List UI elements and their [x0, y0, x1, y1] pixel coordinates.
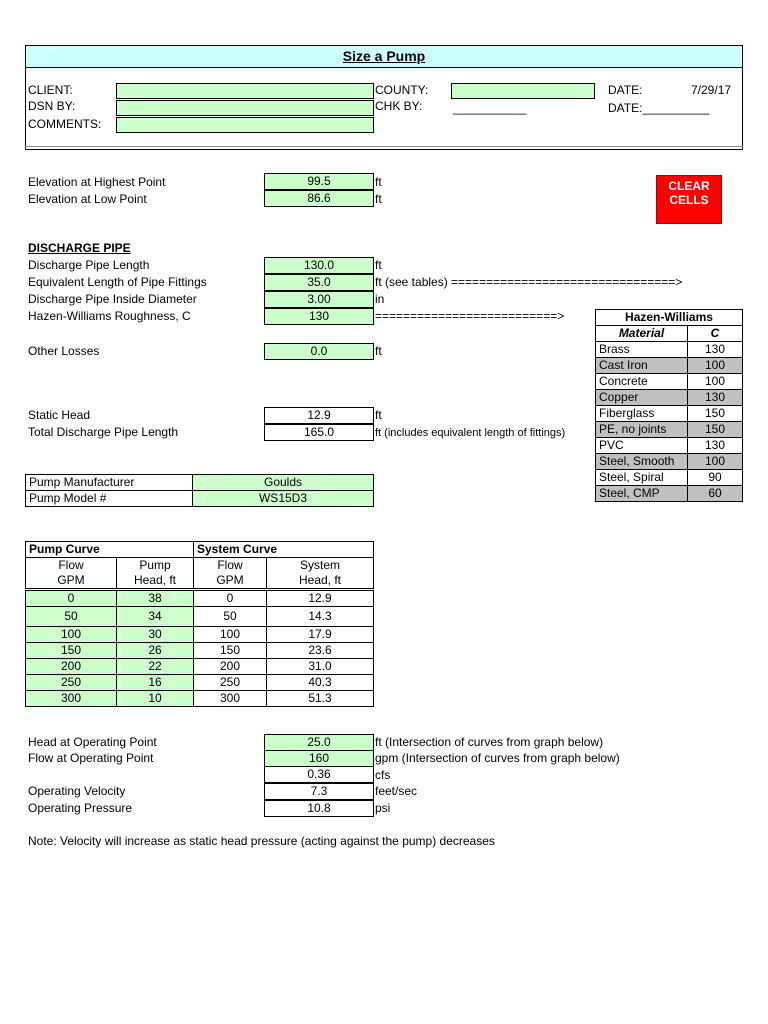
table-row — [26, 643, 374, 659]
fittings-input[interactable]: 35.0 — [264, 274, 374, 291]
table-row — [26, 607, 374, 627]
pump-curve-heading: Pump Curve — [26, 542, 194, 558]
pump-info-table — [25, 474, 374, 507]
op-head-label: Head at Operating Point — [28, 735, 157, 749]
op-flow-label: Flow at Operating Point — [28, 751, 154, 765]
col-sys-headft: Head, ft — [267, 573, 374, 590]
hazen-c: 60 — [688, 486, 743, 502]
pump-head-cell[interactable]: 22 — [117, 659, 194, 675]
hazen-material: Steel, Smooth — [596, 454, 688, 470]
fittings-label: Equivalent Length of Pipe Fittings — [28, 275, 207, 289]
table-row — [596, 454, 743, 470]
hazen-c: 130 — [688, 342, 743, 358]
pump-flow-cell[interactable]: 300 — [26, 691, 117, 707]
other-losses-unit: ft — [375, 344, 382, 358]
op-cfs-value: 0.36 — [264, 766, 374, 783]
hazen-c: 150 — [688, 406, 743, 422]
sys-head-cell: 12.9 — [267, 590, 374, 607]
pump-head-cell[interactable]: 10 — [117, 691, 194, 707]
hazen-material: Concrete — [596, 374, 688, 390]
comments-label: COMMENTS: — [28, 117, 102, 131]
elev-low-label: Elevation at Low Point — [28, 192, 147, 206]
col-pump-head: Pump — [117, 558, 194, 574]
op-velocity-value: 7.3 — [264, 783, 374, 800]
hazen-c: 100 — [688, 454, 743, 470]
table-row — [596, 422, 743, 438]
hazen-title: Hazen-Williams — [596, 310, 743, 326]
elev-high-unit: ft — [375, 175, 382, 189]
header-panel — [25, 45, 743, 150]
op-head-input[interactable]: 25.0 — [264, 734, 374, 751]
op-velocity-unit: feet/sec — [375, 784, 418, 798]
total-length-unit: ft (includes equivalent length of fittings) — [375, 427, 566, 439]
elev-high-input[interactable]: 99.5 — [264, 173, 374, 190]
hazen-williams-table — [595, 309, 743, 502]
hazen-col-material: Material — [596, 326, 688, 342]
col-pump-flow: Flow — [26, 558, 117, 574]
table-row — [596, 358, 743, 374]
clear-line1: CLEAR — [668, 179, 710, 193]
clear-cells-button[interactable] — [656, 175, 722, 224]
client-field[interactable] — [116, 83, 374, 99]
total-length-label: Total Discharge Pipe Length — [28, 425, 179, 439]
chk-label: CHK BY: — [375, 99, 423, 113]
sys-flow-cell: 200 — [194, 659, 267, 675]
pump-flow-cell[interactable]: 250 — [26, 675, 117, 691]
comments-field[interactable] — [116, 117, 374, 133]
pump-model-input[interactable]: WS15D3 — [193, 491, 374, 507]
hazen-c: 130 — [688, 438, 743, 454]
date2-label: DATE:__________ — [608, 101, 710, 115]
total-length-value: 165.0 — [264, 424, 374, 441]
op-head-unit: ft (Intersection of curves from graph below) — [375, 735, 604, 749]
hazen-material: Fiberglass — [596, 406, 688, 422]
pump-head-cell[interactable]: 34 — [117, 607, 194, 627]
hazen-col-c: C — [688, 326, 743, 342]
pump-head-cell[interactable]: 26 — [117, 643, 194, 659]
table-row — [26, 675, 374, 691]
static-head-unit: ft — [375, 408, 382, 422]
diameter-input[interactable]: 3.00 — [264, 291, 374, 308]
table-row — [596, 486, 743, 502]
hazen-material: Steel, Spiral — [596, 470, 688, 486]
hazen-material: Steel, CMP — [596, 486, 688, 502]
hazen-material: Cast Iron — [596, 358, 688, 374]
pump-head-cell[interactable]: 38 — [117, 590, 194, 607]
op-flow-input[interactable]: 160 — [264, 750, 374, 767]
header-divider — [25, 146, 743, 147]
hazen-c: 100 — [688, 374, 743, 390]
table-row — [596, 438, 743, 454]
pump-flow-cell[interactable]: 200 — [26, 659, 117, 675]
pump-flow-cell[interactable]: 150 — [26, 643, 117, 659]
col-sys-gpm: GPM — [194, 573, 267, 590]
op-cfs-unit: cfs — [375, 768, 391, 782]
sys-flow-cell: 0 — [194, 590, 267, 607]
sys-head-cell: 14.3 — [267, 607, 374, 627]
roughness-label: Hazen-Williams Roughness, C — [28, 309, 191, 323]
other-losses-input[interactable]: 0.0 — [264, 343, 374, 360]
static-head-label: Static Head — [28, 408, 91, 422]
diameter-label: Discharge Pipe Inside Diameter — [28, 292, 197, 306]
curves-table — [25, 541, 374, 707]
sys-head-cell: 23.6 — [267, 643, 374, 659]
table-row — [596, 406, 743, 422]
sys-flow-cell: 100 — [194, 627, 267, 643]
client-label: CLIENT: — [28, 83, 73, 97]
sys-head-cell: 31.0 — [267, 659, 374, 675]
pump-flow-cell[interactable]: 100 — [26, 627, 117, 643]
county-field[interactable] — [451, 83, 595, 99]
clear-line2: CELLS — [669, 193, 709, 207]
hazen-c: 150 — [688, 422, 743, 438]
table-row — [26, 691, 374, 707]
hazen-c: 100 — [688, 358, 743, 374]
table-row — [26, 627, 374, 643]
table-row — [596, 470, 743, 486]
hazen-material: Copper — [596, 390, 688, 406]
pump-manufacturer-label: Pump Manufacturer — [26, 475, 193, 491]
dsn-field[interactable] — [116, 100, 374, 116]
col-pump-gpm: GPM — [26, 573, 117, 590]
sys-flow-cell: 50 — [194, 607, 267, 627]
pump-manufacturer-input[interactable]: Goulds — [193, 475, 374, 491]
op-velocity-label: Operating Velocity — [28, 784, 126, 798]
sys-flow-cell: 150 — [194, 643, 267, 659]
elev-high-label: Elevation at Highest Point — [28, 175, 166, 189]
diameter-unit: in — [375, 292, 385, 306]
col-pump-headft: Head, ft — [117, 573, 194, 590]
page-title: Size a Pump — [342, 48, 426, 64]
hazen-material: PE, no joints — [596, 422, 688, 438]
table-row — [26, 659, 374, 675]
table-row — [596, 342, 743, 358]
discharge-length-label: Discharge Pipe Length — [28, 258, 150, 272]
pump-head-cell[interactable]: 30 — [117, 627, 194, 643]
discharge-length-unit: ft — [375, 258, 382, 272]
op-pressure-unit: psi — [375, 801, 391, 815]
roughness-arrow: ==========================> — [375, 309, 565, 323]
date-label: DATE: — [608, 83, 643, 97]
hazen-c: 130 — [688, 390, 743, 406]
sys-head-cell: 51.3 — [267, 691, 374, 707]
sys-flow-cell: 300 — [194, 691, 267, 707]
date-value[interactable]: 7/29/17 — [691, 83, 732, 97]
chk-line: ___________ — [453, 101, 527, 115]
system-curve-heading: System Curve — [194, 542, 374, 558]
sys-head-cell: 17.9 — [267, 627, 374, 643]
county-label: COUNTY: — [375, 83, 429, 97]
op-pressure-value: 10.8 — [264, 800, 374, 817]
sys-flow-cell: 250 — [194, 675, 267, 691]
other-losses-label: Other Losses — [28, 344, 100, 358]
title-bar — [26, 46, 742, 68]
dsn-label: DSN BY: — [28, 99, 76, 113]
pump-head-cell[interactable]: 16 — [117, 675, 194, 691]
pump-flow-cell[interactable]: 50 — [26, 607, 117, 627]
discharge-length-input[interactable]: 130.0 — [264, 257, 374, 274]
table-row — [26, 590, 374, 607]
sys-head-cell: 40.3 — [267, 675, 374, 691]
hazen-c: 90 — [688, 470, 743, 486]
static-head-value: 12.9 — [264, 407, 374, 424]
table-row — [596, 390, 743, 406]
op-pressure-label: Operating Pressure — [28, 801, 133, 815]
col-sys-head: System — [267, 558, 374, 574]
elev-low-input[interactable]: 86.6 — [264, 190, 374, 207]
op-flow-unit: gpm (Intersection of curves from graph below) — [375, 751, 620, 765]
col-sys-flow: Flow — [194, 558, 267, 574]
pump-model-label: Pump Model # — [26, 491, 193, 507]
hazen-material: PVC — [596, 438, 688, 454]
fittings-unit: ft (see tables) ================================> — [375, 275, 683, 289]
pump-flow-cell[interactable]: 0 — [26, 590, 117, 607]
hazen-material: Brass — [596, 342, 688, 358]
roughness-input[interactable]: 130 — [264, 308, 374, 325]
velocity-note: Note: Velocity will increase as static head pressure (acting against the pump) decreases — [28, 834, 495, 848]
table-row — [596, 374, 743, 390]
discharge-heading: DISCHARGE PIPE — [28, 241, 131, 255]
elev-low-unit: ft — [375, 192, 382, 206]
